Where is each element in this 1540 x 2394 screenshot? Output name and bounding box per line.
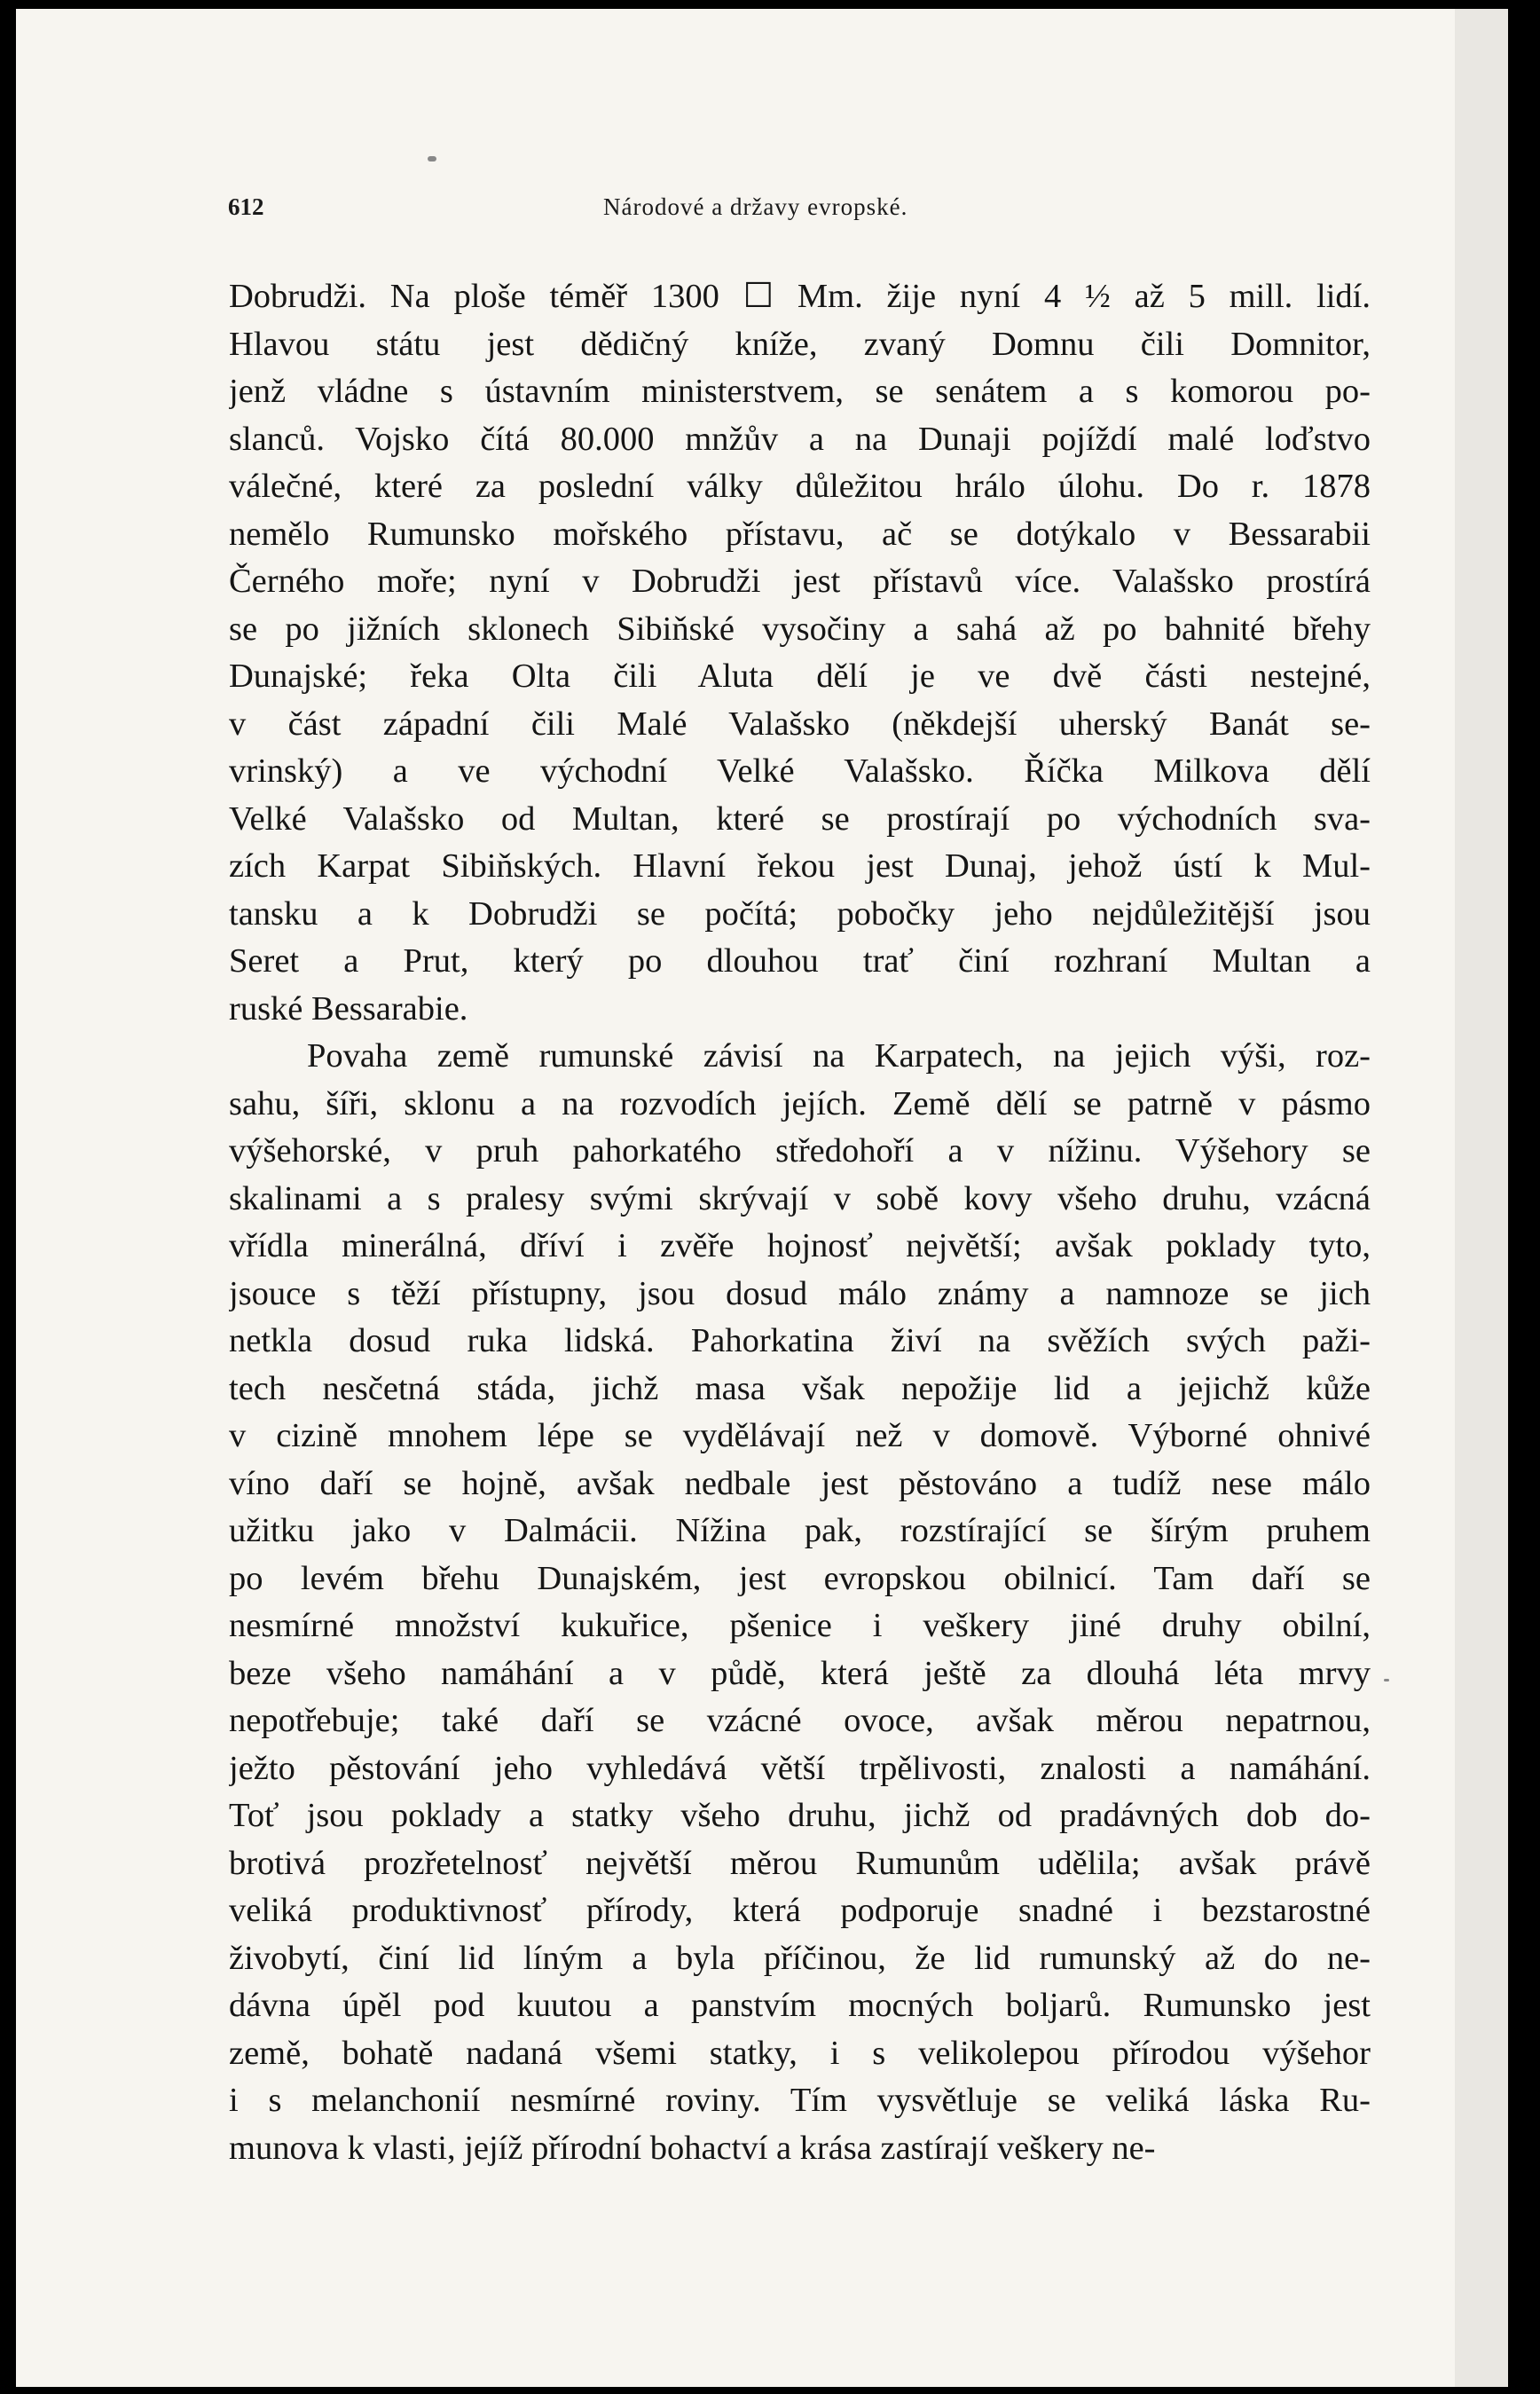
text-line: i s melanchonií nesmírné roviny. Tím vysvětluje se veliká láska Ru- xyxy=(229,2082,1371,2119)
text-line: Černého moře; nyní v Dobrudži jest přístavů více. Valašsko prostírá xyxy=(229,563,1371,600)
text-line: netkla dosud ruka lidská. Pahorkatina živí na svěžích svých paži- xyxy=(229,1322,1371,1359)
text-line: se po jižních sklonech Sibiňské vysočiny a sahá až po bahnité břehy xyxy=(229,610,1371,648)
ink-speck xyxy=(1384,1679,1389,1681)
text-line: zích Karpat Sibiňských. Hlavní řekou jest Dunaj, jehož ústí k Mul- xyxy=(229,847,1371,885)
text-line: vřídla minerálná, dříví i zvěře hojnosť největší; avšak poklady tyto, xyxy=(229,1227,1371,1264)
text-line: Hlavou státu jest dědičný kníže, zvaný Domnu čili Domnitor, xyxy=(229,325,1371,363)
page-edge-strip xyxy=(1455,9,1508,2387)
text-line: víno daří se hojně, avšak nedbale jest pěstováno a tudíž nese málo xyxy=(229,1464,1371,1502)
text-line: sahu, šíři, sklonu a na rozvodích jejích. Země dělí se patrně v pásmo xyxy=(229,1084,1371,1122)
text-line: ruské Bessarabie. xyxy=(229,989,468,1028)
running-title: Národové a državy evropské. xyxy=(603,193,908,220)
text-line: živobytí, činí lid líným a byla příčinou, že lid rumunský až do ne- xyxy=(229,1939,1371,1977)
page-number: 612 xyxy=(228,193,264,220)
text-line: nemělo Rumunsko mořského přístavu, ač se dotýkalo v Bessarabii xyxy=(229,515,1371,553)
page-header xyxy=(213,193,1366,229)
text-line: vrinský) a ve východní Velké Valašsko. Říčka Milkova dělí xyxy=(229,752,1371,790)
text-line: dávna úpěl pod kuutou a panstvím mocných boljarů. Rumunsko jest xyxy=(229,1987,1371,2024)
text-line: jenž vládne s ústavním ministerstvem, se senátem a s komorou po- xyxy=(229,373,1371,410)
text-line: brotivá prozřetelnosť největší měrou Rumunům udělila; avšak právě xyxy=(229,1844,1371,1882)
body-text xyxy=(229,273,1371,2172)
text-line: munova k vlasti, jejíž přírodní bohactví a krása zastírají veškery ne- xyxy=(229,2129,1156,2167)
text-line: Velké Valašsko od Multan, které se prostírají po východních sva- xyxy=(229,799,1371,838)
text-line: beze všeho namáhání a v půdě, která ještě za dlouhá léta mrvy xyxy=(229,1654,1371,1692)
text-line: v cizině mnohem lépe se vydělávají než v domově. Výborné ohnivé xyxy=(229,1417,1371,1454)
text-line: po levém břehu Dunajském, jest evropskou obilnicí. Tam daří se xyxy=(229,1559,1371,1597)
text-line: Dobrudži. Na ploše téměř 1300 ☐ Mm. žije nyní 4 ½ až 5 mill. lidí. xyxy=(229,278,1371,315)
text-line: Dunajské; řeka Olta čili Aluta dělí je ve dvě části nestejné, xyxy=(229,658,1371,695)
text-line: nesmírné množství kukuřice, pšenice i veškery jiné druhy obilní, xyxy=(229,1607,1371,1644)
text-line: Toť jsou poklady a statky všeho druhu, jichž od pradávných dob do- xyxy=(229,1797,1371,1834)
text-line: tansku a k Dobrudži se počítá; pobočky jeho nejdůležitější jsou xyxy=(229,894,1371,933)
text-line: výšehorské, v pruh pahorkatého středohoří a v nížinu. Výšehory se xyxy=(229,1132,1371,1169)
text-line: v část západní čili Malé Valašsko (někdejší uherský Banát se- xyxy=(229,705,1371,743)
text-line: ježto pěstování jeho vyhledává větší trpělivosti, znalosti a namáhání. xyxy=(229,1749,1371,1787)
ink-speck xyxy=(428,156,436,161)
text-line: Seret a Prut, který po dlouhou trať činí rozhraní Multan a xyxy=(229,942,1371,980)
text-line: válečné, které za poslední války důležitou hrálo úlohu. Do r. 1878 xyxy=(229,468,1371,505)
text-line: slanců. Vojsko čítá 80.000 mnžův a na Dunaji pojíždí malé loďstvo xyxy=(229,420,1371,458)
text-line: skalinami a s pralesy svými skrývají v sobě kovy všeho druhu, vzácná xyxy=(229,1179,1371,1217)
text-line: veliká produktivnosť přírody, která podporuje snadné i bezstarostné xyxy=(229,1892,1371,1929)
text-line: užitku jako v Dalmácii. Nížina pak, rozstírající se šírým pruhem xyxy=(229,1512,1371,1549)
text-line: nepotřebuje; také daří se vzácné ovoce, avšak měrou nepatrnou, xyxy=(229,1702,1371,1739)
text-line: země, bohatě nadaná všemi statky, i s velikolepou přírodou výšehor xyxy=(229,2034,1371,2072)
text-line: Povaha země rumunské závisí na Karpatech, na jejich výši, roz- xyxy=(307,1037,1371,1075)
text-line: jsouce s těží přístupny, jsou dosud málo známy a namnoze se jich xyxy=(229,1274,1371,1312)
text-line: tech nesčetná stáda, jichž masa však nepožije lid a jejichž kůže xyxy=(229,1369,1371,1407)
